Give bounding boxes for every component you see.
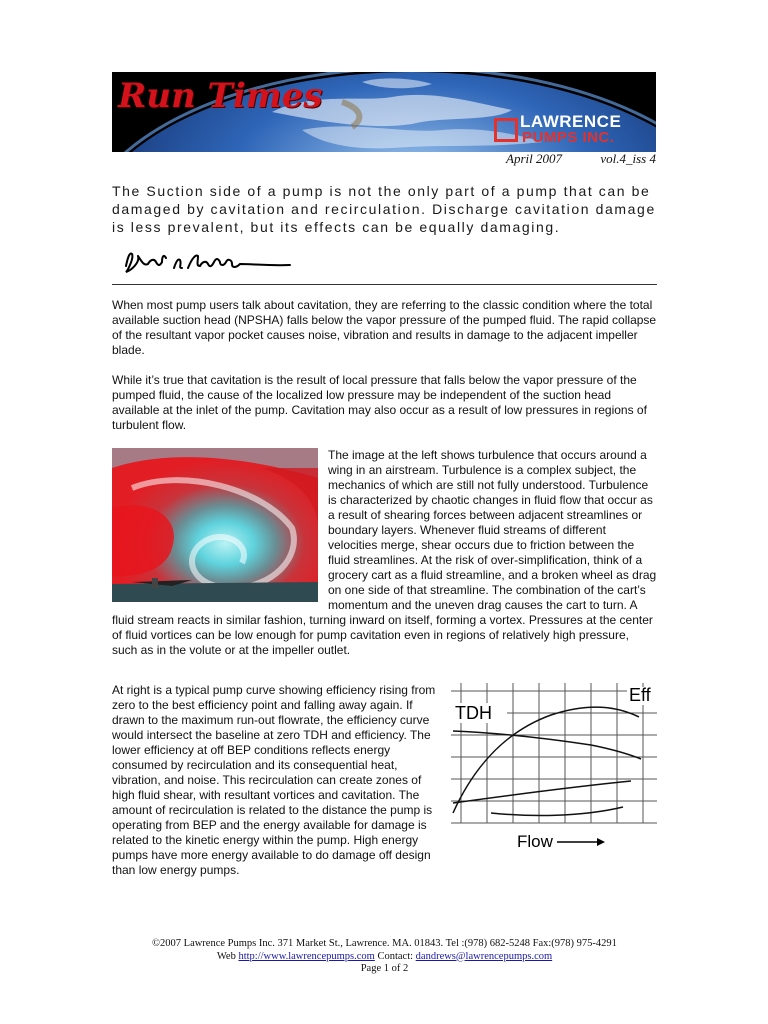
wing-turbulence-image (112, 448, 318, 602)
newsletter-title: Run Times (118, 76, 323, 116)
lawrence-logo-icon (494, 118, 518, 142)
issue-date: April 2007 (506, 151, 562, 166)
npshr-curve (491, 807, 623, 815)
turbulence-section (112, 448, 657, 658)
flow-label: Flow (517, 832, 553, 851)
lead-statement: The Suction side of a pump is not the only part of a pump that can be damaged by cavitation and recirculation. Discharge cavitation damage is less prevalent, but its effects can be equally damaging. (112, 183, 656, 235)
pump-curve-chart (451, 683, 657, 855)
tdh-label: TDH (455, 703, 492, 723)
brand-subname: PUMPS INC. (522, 129, 615, 146)
issue-line (506, 151, 656, 167)
paragraph-cavitation-intro: When most pump users talk about cavitation, they are referring to the classic condition where the total available suction head (NPSHA) falls below the vapor pressure of the pumped fluid. The rapid collapse of the resultant vapor pocket causes noise, vibration and results in damage to the adjacent impeller blade. (112, 298, 657, 357)
pump-curve-section (112, 683, 657, 878)
paragraph-pump-curve: At right is a typical pump curve showing efficiency rising from zero to the best efficiency point and falling away again. If drawn to the maximum run-out flowrate, the efficiency curve would intersect the baseline at zero TDH and efficiency. The lower efficiency at off BEP conditions reflects energy consumed by recirculation and its consequential heat, vibration, and noise. This recirculation can create zones of high fluid shear, with resultant vortices and cavitation. The amount of recirculation is related to the distance the pump is operating from BEP and the energy available for damage is related to the kinetic energy within the pump. High energy pumps have more energy available to do damage off design than low energy pumps. (112, 683, 436, 877)
masthead-banner (112, 72, 656, 152)
footer-contact-prefix: Contact: (377, 950, 414, 962)
power-curve (453, 781, 631, 803)
email-link[interactable]: dandrews@lawrencepumps.com (415, 950, 553, 962)
footer-address: ©2007 Lawrence Pumps Inc. 371 Market St., Lawrence. MA. 01843. Tel :(978) 682-5248 Fax:(978) 975-4291 (152, 938, 617, 949)
header-divider (112, 284, 657, 285)
brand-name: LAWRENCE (520, 112, 622, 131)
website-link[interactable]: http://www.lawrencepumps.com (238, 950, 375, 962)
footer-contact-line (112, 951, 657, 964)
issue-number: vol.4_iss 4 (600, 151, 656, 166)
page-number: Page 1 of 2 (360, 963, 409, 974)
footer-web-prefix: Web (216, 950, 236, 962)
page-footer (112, 938, 657, 976)
signature-image (122, 248, 292, 278)
paragraph-turbulence: The image at the left shows turbulence that occurs around a wing in an airstream. Turbulence is a complex subject, the mechanics of which are still not fully understood. Turbulence is characterized by chaotic changes in fluid flow that occur as a result of shearing forces between adjacent streamlines or boundary layers. Whenever fluid streams of different velocities merge, shear occurs due to friction between the fluid streamlines. At the risk of over-simplification, think of a grocery cart as a fluid streamline, and a broken wheel as drag on one side of that streamline. The combination of the cart’s momentum and the uneven drag causes the cart to turn. A fluid stream reacts in similar fashion, turning inward on itself, forming a vortex. Pressures at the center of fluid vortices can be low enough for pump cavitation even in regions of relatively high pressure, such as in the volute or at the impeller outlet. (112, 448, 657, 657)
efficiency-label: Eff (629, 685, 651, 705)
paragraph-local-pressure: While it’s true that cavitation is the result of local pressure that falls below the vapor pressure of the pumped fluid, the cause of the localized low pressure may be independent of the suction head available at the inlet of the pump. Cavitation may also occur as a result of low pressures in regions of turbulent flow. (112, 373, 647, 432)
